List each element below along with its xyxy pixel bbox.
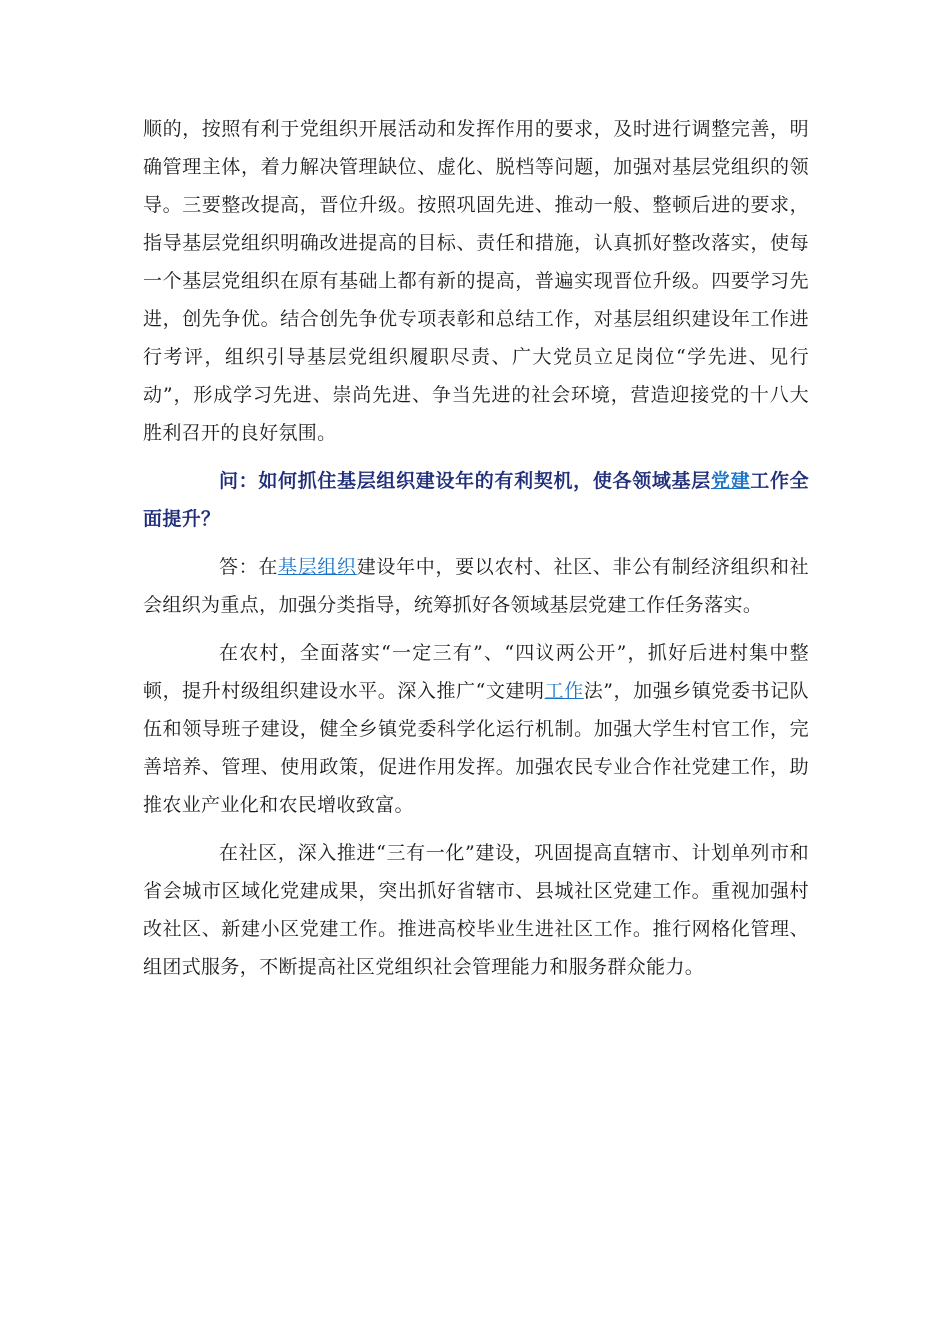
question-heading xyxy=(143,462,809,538)
question-text-after: 工作全面提升？ xyxy=(143,470,809,530)
answer-text-before: 答：在 xyxy=(219,556,279,578)
question-text-before: 问：如何抓住基层组织建设年的有利契机，使各领域基层 xyxy=(219,470,711,492)
answer-paragraph xyxy=(143,548,809,624)
paragraph-continuation: 顺的，按照有利于党组织开展活动和发挥作用的要求，及时进行调整完善，明确管理主体，着力解决管理缺位、虚化、脱档等问题，加强对基层党组织的领导。三要整改提高，晋位升级。按照巩固先进、推动一般、整顿后进的要求，指导基层党组织明确改进提高的目标、责任和措施，认真抓好整改落实，使每一个基层党组织在原有基础上都有新的提高，普遍实现晋位升级。四要学习先进，创先争优。结合创先争优专项表彰和总结工作，对基层组织建设年工作进行考评，组织引导基层党组织履职尽责、广大党员立足岗位“学先进、见行动”，形成学习先进、崇尚先进、争当先进的社会环境，营造迎接党的十八大胜利召开的良好氛围。 xyxy=(143,118,809,444)
link-jiceng-zuzhi[interactable]: 基层组织 xyxy=(278,556,357,578)
community-paragraph: 在社区，深入推进“三有一化”建设，巩固提高直辖市、计划单列市和省会城市区域化党建成果，突出抓好省辖市、县城社区党建工作。重视加强村改社区、新建小区党建工作。推进高校毕业生进社区工作。推行网格化管理、组团式服务，不断提高社区党组织社会管理能力和服务群众能力。 xyxy=(143,842,809,978)
link-gongzuo[interactable]: 工作 xyxy=(544,680,584,702)
answer-text-after: 建设年中，要以农村、社区、非公有制经济组织和社会组织为重点，加强分类指导，统筹抓好各领域基层党建工作任务落实。 xyxy=(143,556,809,616)
rural-paragraph xyxy=(143,634,809,824)
link-dangjian[interactable]: 党建 xyxy=(710,470,751,492)
rural-text-before: 在农村，全面落实“一定三有”、“四议两公开”，抓好后进村集中整顿，提升村级组织建设水平。深入推广“文建明 xyxy=(143,642,809,702)
rural-text-after: 法”，加强乡镇党委书记队伍和领导班子建设，健全乡镇党委科学化运行机制。加强大学生村官工作，完善培养、管理、使用政策，促进作用发挥。加强农民专业合作社党建工作，助推农业产业化和农民增收致富。 xyxy=(143,680,809,816)
document-page xyxy=(143,110,809,986)
